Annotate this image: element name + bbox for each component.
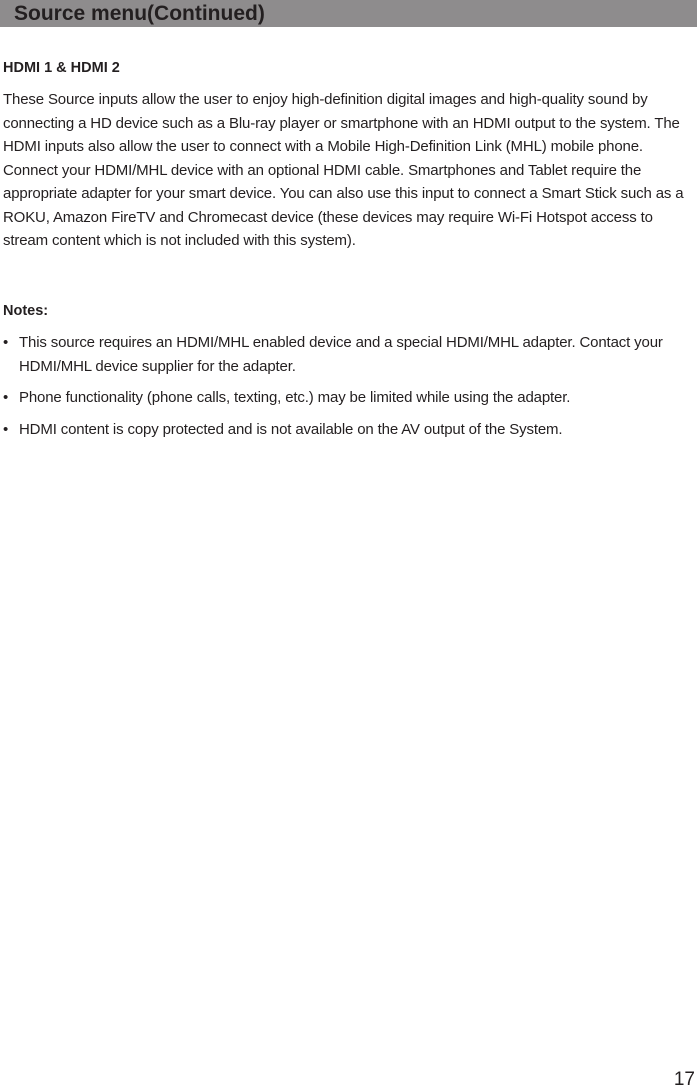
section-heading: HDMI 1 & HDMI 2: [3, 60, 120, 76]
section-header-bar: [0, 0, 697, 27]
page-number: 17: [673, 1069, 695, 1090]
bullet-icon: •: [3, 389, 9, 406]
notes-list: [0, 331, 690, 449]
note-item: [0, 418, 690, 442]
body-paragraph: These Source inputs allow the user to enjoy high-definition digital images and high-quality sound by connecting a HD device such as a Blu-ray player or smartphone with an HDMI output to the system. The HDMI inputs also allow the user to connect with a Mobile High-Definition Link (MHL) mobile phone. Connect your HDMI/MHL device with an optional HDMI cable. Smartphones and Tablet require the appropriate adapter for your smart device. You can also use this input to connect a Smart Stick such as a ROKU, Amazon FireTV and Chromecast device (these devices may require Wi-Fi Hotspot access to stream content which is not included with this system).: [3, 91, 684, 249]
note-text: HDMI content is copy protected and is not available on the AV output of the System.: [19, 420, 563, 438]
notes-heading: Notes:: [3, 303, 49, 319]
note-text: This source requires an HDMI/MHL enabled device and a special HDMI/MHL adapter. Contact your HDMI/MHL device supplier for the adapter.: [19, 334, 663, 375]
note-item: [0, 386, 690, 410]
note-text: Phone functionality (phone calls, texting, etc.) may be limited while using the adapter.: [19, 389, 571, 406]
page-title: Source menu(Continued): [14, 2, 265, 25]
bullet-icon: •: [3, 334, 9, 351]
bullet-icon: •: [3, 420, 9, 438]
note-item: [0, 331, 690, 378]
